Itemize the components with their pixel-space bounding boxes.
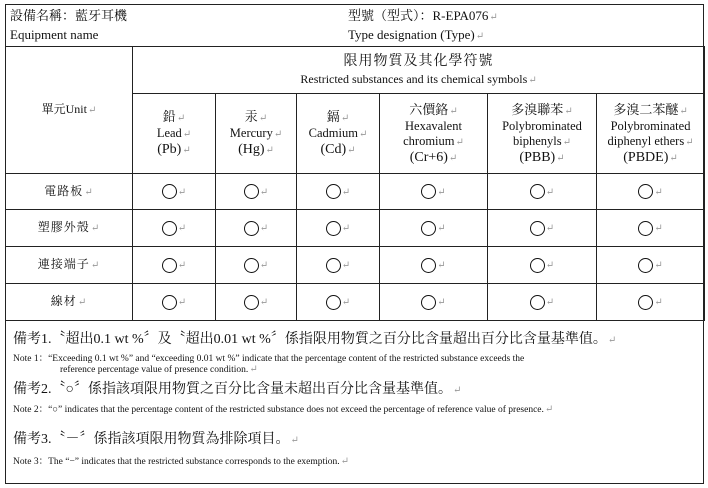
presence-cell: ↵ <box>297 247 380 284</box>
equipment-name-zh: 設備名稱：藍牙耳機 <box>10 8 128 23</box>
not-exceeding-circle-icon <box>326 221 341 236</box>
restricted-substances-header: 限用物質及其化學符號 Restricted substances and its chemical symbols↵ <box>133 47 705 94</box>
table-row <box>6 174 705 210</box>
not-exceeding-circle-icon <box>326 184 341 199</box>
presence-cell: ↵ <box>380 247 488 284</box>
substance-hexavalent-chromium: 六價鉻↵ Hexavalent chromium↵ (Cr+6)↵ <box>380 94 488 174</box>
not-exceeding-circle-icon <box>530 221 545 236</box>
not-exceeding-circle-icon <box>326 295 341 310</box>
unit-label: 電路板↵ <box>6 174 133 210</box>
notes-section <box>5 320 704 484</box>
presence-cell: ↵ <box>216 174 297 210</box>
presence-cell: ↵ <box>380 174 488 210</box>
table-row <box>6 247 705 284</box>
type-designation-en: Type designation (Type)↵ <box>348 27 485 42</box>
presence-cell: ↵ <box>216 210 297 247</box>
not-exceeding-circle-icon <box>244 221 259 236</box>
note-2-en: Note 2：“○” indicates that the percentage content of the restricted substance does not exceed the percentage of reference value of presence.↵ <box>13 404 554 415</box>
presence-cell: ↵ <box>597 210 705 247</box>
not-exceeding-circle-icon <box>421 258 436 273</box>
presence-cell: ↵ <box>297 284 380 321</box>
restricted-substances-table <box>5 46 705 321</box>
not-exceeding-circle-icon <box>162 184 177 199</box>
unit-label: 塑膠外殼↵ <box>6 210 133 247</box>
type-designation-zh: 型號（型式）：R-EPA076↵ <box>348 8 498 23</box>
not-exceeding-circle-icon <box>638 258 653 273</box>
not-exceeding-circle-icon <box>530 184 545 199</box>
presence-cell: ↵ <box>488 284 597 321</box>
note-3-en: Note 3：The “−” indicates that the restricted substance corresponds to the exemption.↵ <box>13 456 350 467</box>
presence-cell: ↵ <box>488 210 597 247</box>
substance-mercury: 汞↵ Mercury↵ (Hg)↵ <box>216 94 297 174</box>
presence-cell: ↵ <box>297 174 380 210</box>
not-exceeding-circle-icon <box>162 258 177 273</box>
unit-label: 線材↵ <box>6 284 133 321</box>
presence-cell: ↵ <box>488 247 597 284</box>
not-exceeding-circle-icon <box>421 295 436 310</box>
presence-cell: ↵ <box>380 210 488 247</box>
not-exceeding-circle-icon <box>244 295 259 310</box>
note-1-zh: 備考1.〝超出0.1 wt %〞及〝超出0.01 wt %〞係指限用物質之百分比含量超出百分比含量基準值。↵ <box>13 332 617 347</box>
not-exceeding-circle-icon <box>162 295 177 310</box>
note-3-zh: 備考3.〝－〞係指該項限用物質為排除項目。↵ <box>13 432 299 447</box>
presence-cell: ↵ <box>216 284 297 321</box>
not-exceeding-circle-icon <box>638 295 653 310</box>
presence-cell: ↵ <box>133 247 216 284</box>
substance-cadmium: 鎘↵ Cadmium↵ (Cd)↵ <box>297 94 380 174</box>
presence-cell: ↵ <box>597 284 705 321</box>
presence-cell: ↵ <box>597 247 705 284</box>
substance-lead: 鉛↵ Lead↵ (Pb)↵ <box>133 94 216 174</box>
not-exceeding-circle-icon <box>421 221 436 236</box>
not-exceeding-circle-icon <box>530 295 545 310</box>
presence-cell: ↵ <box>133 210 216 247</box>
presence-cell: ↵ <box>597 174 705 210</box>
not-exceeding-circle-icon <box>638 221 653 236</box>
presence-cell: ↵ <box>380 284 488 321</box>
note-1-en: Note 1：“Exceeding 0.1 wt %” and “exceeding 0.01 wt %” indicate that the percentage content of the restricted substance exceeds the <box>13 354 525 364</box>
presence-cell: ↵ <box>133 174 216 210</box>
unit-header: 單元Unit↵ <box>6 47 133 174</box>
not-exceeding-circle-icon <box>530 258 545 273</box>
not-exceeding-circle-icon <box>162 221 177 236</box>
table-row <box>6 210 705 247</box>
substance-pbb: 多溴聯苯↵ Polybrominated biphenyls↵ (PBB)↵ <box>488 94 597 174</box>
note-2-zh: 備考2.〝○〞係指該項限用物質之百分比含量未超出百分比含量基準值。↵ <box>13 382 462 397</box>
presence-cell: ↵ <box>488 174 597 210</box>
presence-cell: ↵ <box>216 247 297 284</box>
note-1-en-continued: reference percentage value of presence condition.↵ <box>60 364 258 375</box>
equipment-name-en: Equipment name <box>10 27 99 42</box>
not-exceeding-circle-icon <box>326 258 341 273</box>
not-exceeding-circle-icon <box>421 184 436 199</box>
table-row <box>6 284 705 321</box>
presence-cell: ↵ <box>297 210 380 247</box>
not-exceeding-circle-icon <box>638 184 653 199</box>
not-exceeding-circle-icon <box>244 258 259 273</box>
unit-label: 連接端子↵ <box>6 247 133 284</box>
presence-cell: ↵ <box>133 284 216 321</box>
substance-pbde: 多溴二苯醚↵ Polybrominated diphenyl ethers↵ (PBDE)↵ <box>597 94 705 174</box>
not-exceeding-circle-icon <box>244 184 259 199</box>
